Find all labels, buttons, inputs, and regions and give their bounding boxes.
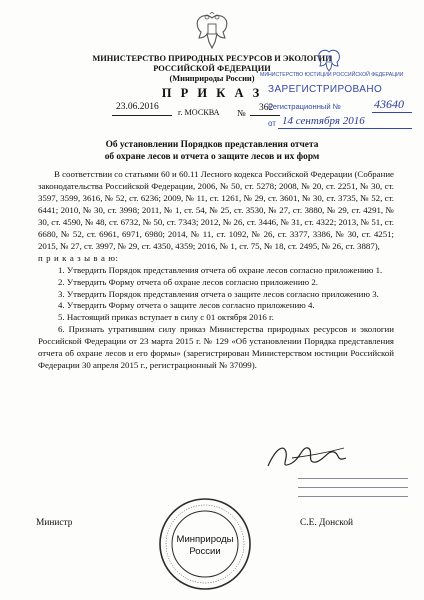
document-body (38, 169, 394, 372)
order-item-5: 5. Настоящий приказ вступает в силу с 01 октября 2016 г. (58, 312, 274, 323)
order-item-2: 2. Утвердить Форму отчета об охране лесов согласно приложению 2. (58, 276, 319, 287)
stamp-number-line (372, 112, 412, 113)
stamp-date-line (278, 128, 412, 129)
order-item-6: 6. Признать утратившим силу приказ Министерства природных ресурсов и экологии Российской Федерации от 23 марта 2015 г. № 129 «Об установлении Порядка представления отчета об охране лесов и его формы» (зарегистрирован Министерством юстиции Российской Федерации 30 апреля 2015 г., регистрационный № 37099). (38, 324, 394, 371)
number-sign: № (237, 108, 246, 118)
order-number: 362 (259, 103, 274, 113)
title-line2: об охране лесов и отчета о защите лесов и их форм (104, 151, 320, 162)
seal-center-line1: Минприроды (176, 534, 234, 545)
coat-of-arms-emblem (195, 12, 229, 52)
stamp-reg-date: 14 сентября 2016 (282, 115, 365, 127)
order-item-4: 4. Утвердить Форму отчета о защите лесов согласно приложению 4. (58, 300, 315, 311)
verification-line-1 (298, 478, 408, 479)
stamp-reg-number: 43640 (374, 97, 404, 111)
verification-line-3 (298, 496, 408, 497)
stamp-reg-label: Регистрационный № (268, 102, 341, 111)
ministry-name-line2: РОССИЙСКОЙ ФЕДЕРАЦИИ (153, 64, 271, 73)
seal-center-line2: России (189, 546, 221, 557)
signatory-role: Министр (36, 518, 73, 528)
signatory-name: С.Е. Донской (300, 518, 354, 528)
official-seal (158, 497, 252, 591)
stamp-registered: ЗАРЕГИСТРИРОВАНО (268, 84, 383, 95)
title-line1: Об установлении Порядков представления отчета (105, 140, 319, 150)
order-date: 23.06.2016 (116, 102, 159, 112)
order-city: г. МОСКВА (178, 108, 220, 117)
document-title (0, 140, 424, 163)
verification-line-2 (298, 487, 408, 488)
stamp-emblem-icon (317, 48, 341, 72)
ministry-short-name: (Минприроды России) (169, 74, 255, 83)
preamble-paragraph: В соответствии со статьями 60 и 60.11 Лесного кодекса Российской Федерации (Собрание законодательства Российской Федерации, 2006, № 50, ст. 5278; 2008, № 20, ст. 2251, № 30, ст. 3597, 3599, 3616, № 52, ст. 6236; 2009, № 11, ст. 1261, № 29, ст. 3601, № 30, ст. 3735, № 52, ст. 6441; 2010, № 30, ст. 3998; 2011, № 1, ст. 54, № 25, ст. 3530, № 27, ст. 3880, № 29, ст. 4291, № 30, ст. 4590, № 48, ст. 6732, № 50, ст. 7343; 2012, № 26, ст. 3446, № 31, ст. 4322; 2013, № 51, ст. 6680, № 52, ст. 6961, 6971, 6980; 2014, № 11, ст. 1092, № 26, ст. 3377, 3386, № 30, ст. 4251; 2015, № 27, ст. 3997, № 29, ст. 4350, 4359; 2016, № 1, ст. 75, № 18, ст. 2495, № 26, ст. 3887), (38, 169, 394, 251)
order-heading: П Р И К А З (161, 86, 263, 100)
stamp-ministry-line: МИНИСТЕРСТВО ЮСТИЦИИ РОССИЙСКОЙ ФЕДЕРАЦИИ (260, 72, 404, 78)
date-underline (112, 115, 172, 116)
order-item-1: 1. Утвердить Порядок представления отчета об охране лесов согласно приложению 1. (58, 264, 383, 275)
stamp-from-label: от (268, 119, 276, 128)
handwritten-signature (262, 438, 352, 474)
order-keyword: п р и к а з ы в а ю: (38, 252, 119, 263)
order-item-3: 3. Утвердить Порядок представления отчета о защите лесов согласно приложению 3. (58, 288, 379, 299)
ministry-name-line1: МИНИСТЕРСТВО ПРИРОДНЫХ РЕСУРСОВ И ЭКОЛОГИИ (92, 54, 332, 63)
